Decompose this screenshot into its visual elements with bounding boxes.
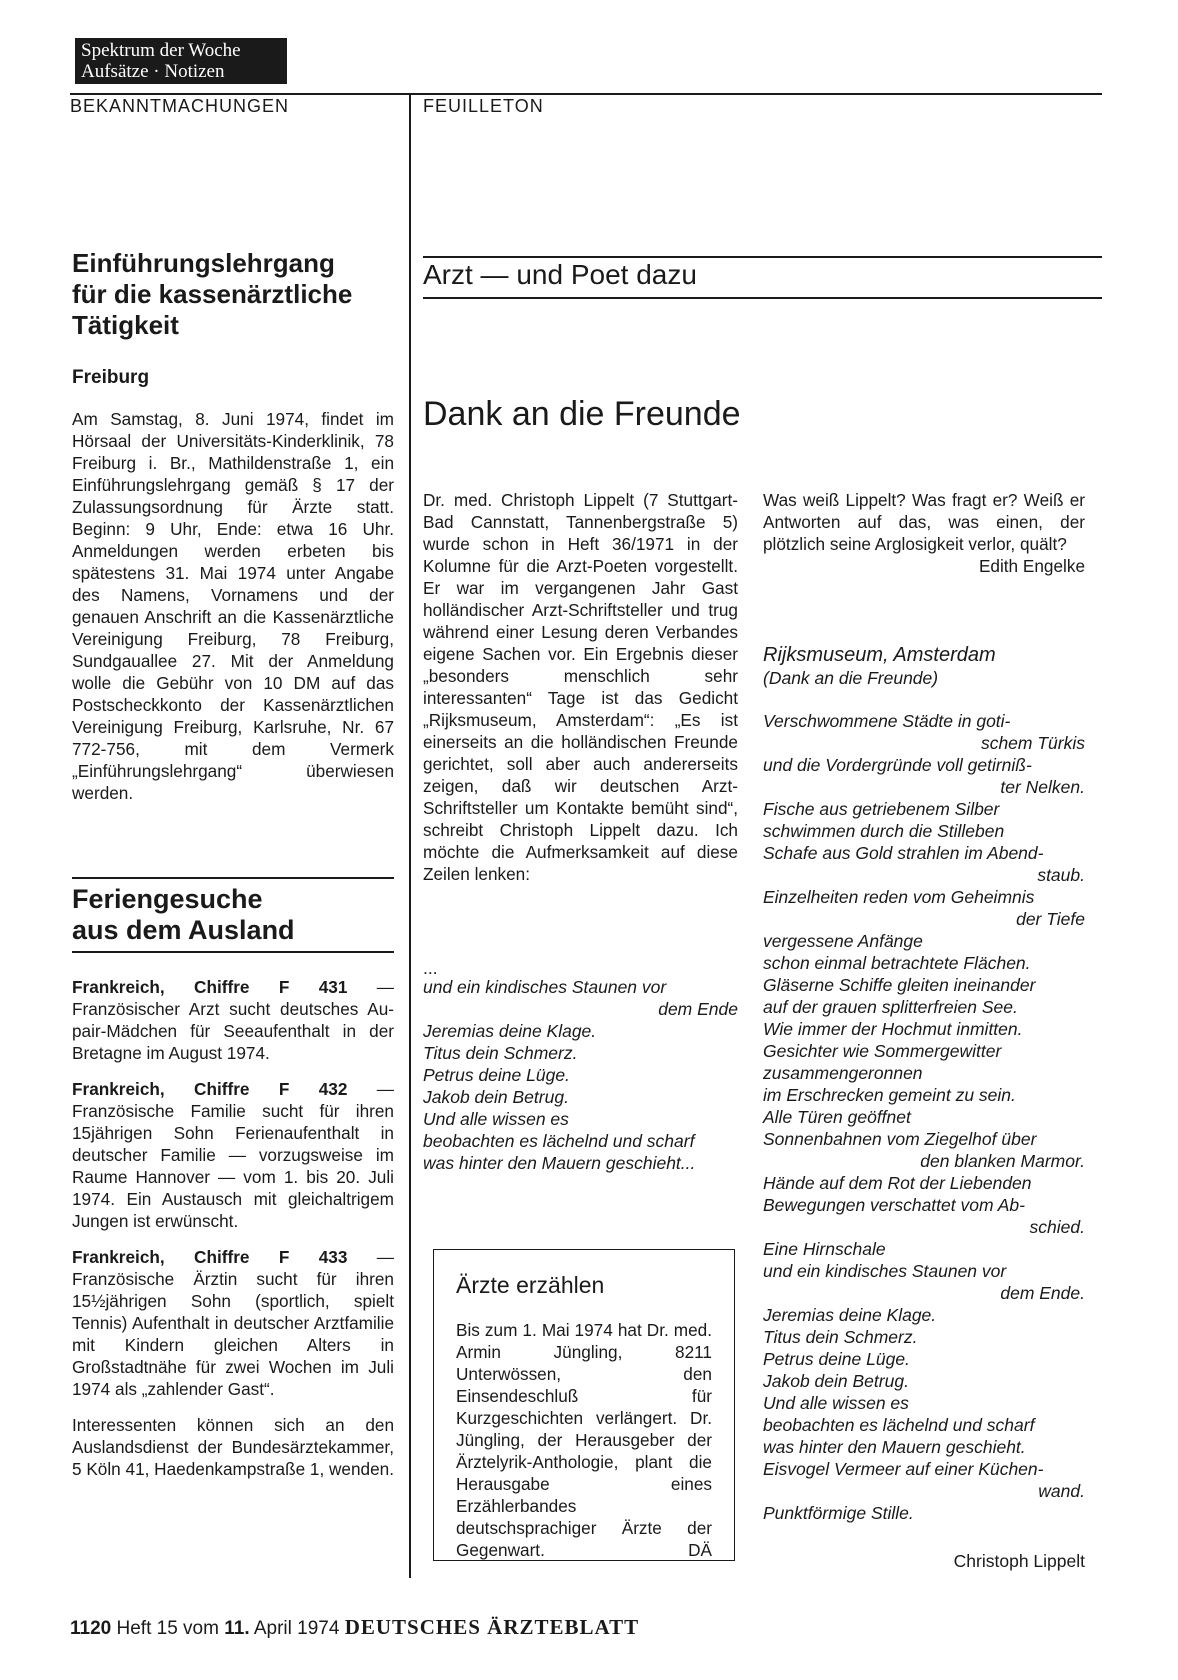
item-text: — Französische Ärztin sucht für ihren 15½jährigen Sohn (sportlich, spielt Tennis) Aufenthalt in deutscher Arztfamilie mit Kindern gleichen Alters in Großstadtnähe für zwei Wochen im Juli 1974 als „zahlender Gast“. [72, 1247, 394, 1399]
column-divider [409, 95, 411, 1578]
article-rule-bottom [72, 951, 394, 953]
article-title [72, 248, 394, 341]
poem-line: den blanken Marmor. [920, 1151, 1085, 1171]
left-section-label: BEKANNTMACHUNGEN [70, 96, 290, 116]
poem-line: Eine Hirnschale [763, 1239, 886, 1259]
poem-line: beobachten es lächelnd und scharf [423, 1131, 695, 1151]
commentary-text: Was weiß Lippelt? Was fragt er? Weiß er Antworten auf das, was einen, der plötzlich seine Arglosigkeit verlor, quält? [763, 490, 1085, 554]
title-line: Feriengesuche [72, 884, 263, 914]
poem-line: Titus dein Schmerz. [763, 1327, 918, 1347]
poem-line-text: und ein kindisches Staunen vor [423, 977, 667, 997]
poem-line: und die Vordergründe voll getirniß- [763, 755, 1032, 775]
list-item [72, 1246, 394, 1400]
feriengesuche-list [72, 976, 394, 1480]
poem-line: zusammengeronnen [763, 1063, 923, 1083]
poem-line: auf der grauen splitterfreien See. [763, 997, 1018, 1017]
poem-line: Alle Türen geöffnet [763, 1107, 911, 1127]
poem-line: Punktförmige Stille. [763, 1503, 914, 1523]
section-badge [75, 38, 287, 84]
publication-brand: DEUTSCHES ÄRZTEBLATT [344, 1615, 640, 1639]
footer-date-rest: April 1974 [253, 1618, 340, 1639]
title-line: Tätigkeit [72, 310, 179, 340]
item-lead: Frankreich, Chiffre F 431 [72, 977, 348, 997]
box-title: Ärzte erzählen [456, 1272, 605, 1298]
poem-subtitle: (Dank an die Freunde) [763, 668, 939, 688]
poem-line: im Erschrecken gemeint zu sein. [763, 1085, 1016, 1105]
poem-line: Und alle wissen es [423, 1109, 569, 1129]
poem-line: Jakob dein Betrug. [763, 1371, 909, 1391]
poem-line: Bewegungen verschattet vom Ab- [763, 1195, 1025, 1215]
commentary [763, 489, 1085, 577]
poem-excerpt [423, 960, 738, 1174]
article-einfuehrungslehrgang [72, 248, 394, 341]
poem-title: Rijksmuseum, Amsterdam [763, 644, 996, 666]
closing-text: Interessenten können sich an den Auslandsdienst der Bundesärztekammer, 5 Köln 41, Haedenkampstraße 1, wenden. [72, 1415, 394, 1479]
poem-line: Petrus deine Lüge. [423, 1065, 570, 1085]
poem-body [763, 710, 1085, 1524]
poem-line: ... [423, 958, 438, 978]
poem-line: vergessene Anfänge [763, 931, 923, 951]
poem-line: Schafe aus Gold strahlen im Abend- [763, 843, 1044, 863]
poem-line: Jeremias deine Klage. [423, 1021, 597, 1041]
box-sign: DÄ [688, 1540, 712, 1560]
footer-date-day: 11. [224, 1618, 250, 1639]
box-body-text: Bis zum 1. Mai 1974 hat Dr. med. Armin Jüngling, 8211 Unterwössen, den Einsendeschluß für Kurzgeschichten verlängert. Dr. Jüngling, der Herausgeber der Ärztelyrik-Anthologie, plant die Herausgabe eines Erzählerbandes deutschsprachiger Ärzte der Gegenwart. [456, 1320, 712, 1560]
article-rule-top [72, 877, 394, 879]
poem-line: dem Ende. [1000, 1283, 1085, 1303]
list-item [72, 1078, 394, 1232]
poem-line: Petrus deine Lüge. [763, 1349, 910, 1369]
feuilleton-intro: Dr. med. Christoph Lippelt (7 Stuttgart-Bad Cannstatt, Tannenbergstraße 5) wurde schon in Heft 36/1971 in der Kolumne für die Arzt-Poeten vorgestellt. Er war im vergangenen Jahr Gast holländischer Arzt-Schriftsteller und trug während einer Lesung deren Verbandes eigene Sachen vor. Ein Ergebnis dieser „besonders menschlich sehr interessanten“ Tage ist das Gedicht „Rijksmuseum, Amsterdam“: „Es ist einerseits an die holländischen Freunde gerichtet, soll aber auch andererseits zeigen, daß wir deutschen Arzt-Schriftsteller um Kontakte bemüht sind“, schreibt Christoph Lippelt dazu. Ich möchte die Aufmerksamkeit auf diese Zeilen lenken: [423, 490, 738, 884]
item-text: — Französischer Arzt sucht deutsches Au-pair-Mädchen für Seeaufenthalt in der Bretagne im August 1974. [72, 977, 394, 1063]
page-number: 1120 [70, 1618, 112, 1639]
title-line: für die kassenärztliche [72, 279, 353, 309]
aerzte-erzaehlen-box [433, 1249, 735, 1561]
poem-line: Hände auf dem Rot der Liebenden [763, 1173, 1032, 1193]
box-body [456, 1319, 712, 1561]
poem-line: Jeremias deine Klage. [763, 1305, 937, 1325]
poem-line-text: Verschwommene Städte in goti- [763, 711, 1011, 731]
page-footer [70, 1615, 639, 1640]
poem-line: schied. [1029, 1217, 1085, 1237]
poem-line: schwimmen durch die Stilleben [763, 821, 1005, 841]
poem-line: dem Ende [658, 999, 738, 1019]
poem-line: und ein kindisches Staunen vor [763, 1261, 1007, 1281]
poem-line: beobachten es lächelnd und scharf [763, 1415, 1035, 1435]
poem-line: Titus dein Schmerz. [423, 1043, 578, 1063]
title-line: Einführungslehrgang [72, 248, 335, 278]
feuilleton-title: Dank an die Freunde [423, 395, 741, 433]
item-text: — Französische Familie sucht für ihren 15jährigen Sohn Ferienaufenthalt in deutscher Familie — vorzugsweise im Raume Hannover — vom 1. bis 20. Juli 1974. Ein Austausch mit gleichaltrigem Jungen ist erwünscht. [72, 1079, 394, 1231]
poem-line: Einzelheiten reden vom Geheimnis [763, 887, 1035, 907]
article-location: Freiburg [72, 367, 150, 388]
poem-line: staub. [1037, 865, 1085, 885]
poem-line: Eisvogel Vermeer auf einer Küchen- [763, 1459, 1044, 1479]
poem-line: schon einmal betrachtete Flächen. [763, 953, 1031, 973]
poem-line: schem Türkis [980, 733, 1085, 753]
header-rule [70, 93, 1102, 95]
item-lead: Frankreich, Chiffre F 432 [72, 1079, 348, 1099]
poem-line: der Tiefe [1016, 909, 1085, 929]
poem-line: wand. [1038, 1481, 1085, 1501]
badge-line-1: Spektrum der Woche [81, 40, 241, 61]
footer-issue: Heft 15 vom [116, 1618, 219, 1639]
item-lead: Frankreich, Chiffre F 433 [72, 1247, 348, 1267]
poem-line: Gläserne Schiffe gleiten ineinander [763, 975, 1036, 995]
poem-line: was hinter den Mauern geschieht. [763, 1437, 1026, 1457]
rubric-rule-bottom [423, 297, 1102, 299]
list-item [72, 976, 394, 1064]
poem-line: Fische aus getriebenem Silber [763, 799, 1000, 819]
poem-line: Und alle wissen es [763, 1393, 909, 1413]
right-section-label: FEUILLETON [423, 96, 544, 116]
poem-author: Christoph Lippelt [953, 1551, 1085, 1571]
poem-line: Gesichter wie Sommergewitter [763, 1041, 1002, 1061]
rubric-title: Arzt — und Poet dazu [423, 259, 697, 290]
article-title-feriengesuche [72, 884, 394, 946]
commentary-author: Edith Engelke [978, 556, 1085, 576]
poem-line: Jakob dein Betrug. [423, 1087, 569, 1107]
badge-line-2: Aufsätze · Notizen [81, 61, 225, 82]
poem-line: ter Nelken. [1000, 777, 1085, 797]
poem-line [763, 710, 1085, 732]
poem-line [423, 976, 738, 998]
poem-line: Wie immer der Hochmut inmitten. [763, 1019, 1023, 1039]
poem-line: was hinter den Mauern geschieht... [423, 1153, 696, 1173]
title-line: aus dem Ausland [72, 915, 295, 945]
article-body: Am Samstag, 8. Juni 1974, findet im Hörsaal der Universitäts-Kinderklinik, 78 Freiburg i. Br., Mathildenstraße 1, ein Einführungslehrgang gemäß § 17 der Zulassungsordnung für Ärzte statt. Beginn: 9 Uhr, Ende: etwa 16 Uhr. Anmeldungen werden erbeten bis spätestens 31. Mai 1974 unter Angabe des Namens, Vornamens und der genauen Anschrift an die Kassenärztliche Vereinigung Freiburg, 78 Freiburg, Sundgauallee 27. Mit der Anmeldung wolle die Gebühr von 10 DM auf das Postscheckkonto der Kassenärztlichen Vereinigung Freiburg, Karlsruhe, Nr. 67 772-756, mit dem Vermerk „Einführungslehrgang“ überwiesen werden. [72, 409, 394, 803]
poem-line: Sonnenbahnen vom Ziegelhof über [763, 1129, 1037, 1149]
rubric-rule-top [423, 256, 1102, 258]
